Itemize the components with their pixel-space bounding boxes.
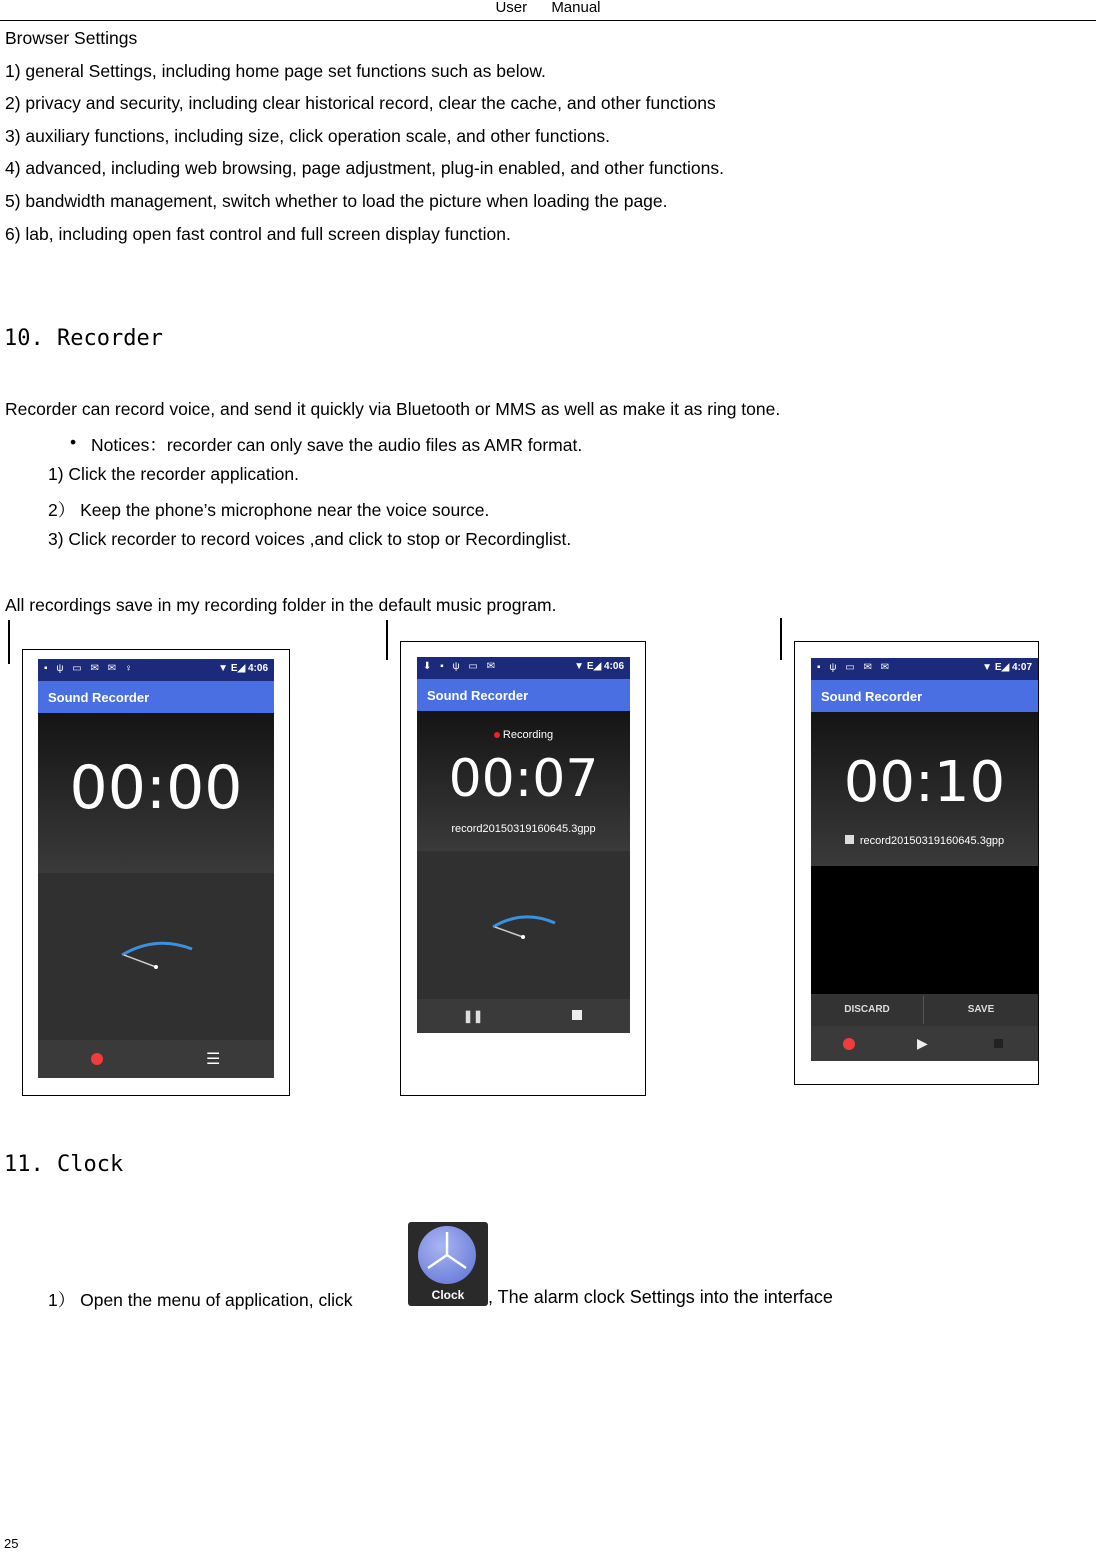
bullet-icon: •	[70, 432, 77, 452]
file-name: record20150319160645.3gpp	[859, 835, 1005, 847]
level-gauge-icon	[118, 929, 198, 974]
status-time: ▼ E◢ 4:06	[574, 661, 624, 672]
app-title: Sound Recorder	[48, 690, 150, 705]
status-bar	[417, 657, 630, 679]
page-number: 25	[4, 1536, 19, 1551]
recorder-folder-note: All recordings save in my recording folder in the default music program.	[5, 595, 557, 615]
save-button[interactable]: SAVE	[967, 1004, 995, 1015]
marker-line	[8, 620, 10, 664]
timer-area	[811, 712, 1038, 866]
screenshot-frame	[22, 649, 290, 1096]
phone-screen-recording	[417, 657, 630, 1033]
page-header	[0, 0, 1096, 21]
phone-screen-idle	[38, 659, 274, 1078]
recorder-heading: 10. Recorder	[4, 326, 163, 351]
recorder-step-3: 3) Click recorder to record voices ,and click to stop or Recordinglist.	[48, 529, 572, 549]
timer-display: 00:07	[448, 749, 599, 809]
notification-icons: ⬇ ▪ ψ ▭ ✉	[423, 661, 498, 672]
notification-icons: ▪ ψ ▭ ✉ ✉ ♀	[44, 663, 136, 674]
status-time: ▼ E◢ 4:06	[218, 663, 268, 674]
bottom-bar	[811, 1026, 1038, 1061]
timer-area	[38, 713, 274, 873]
recorder-step-1: 1) Click the recorder application.	[48, 464, 299, 484]
browser-item-2: 2) privacy and security, including clear historical record, clear the cache, and other functions	[5, 93, 716, 113]
browser-item-1: 1) general Settings, including home page set functions such as below.	[5, 61, 546, 81]
browser-item-3: 3) auxiliary functions, including size, click operation scale, and other functions.	[5, 126, 611, 146]
action-bar	[811, 994, 1038, 1026]
status-bar	[38, 659, 274, 681]
app-title: Sound Recorder	[427, 688, 529, 703]
record-button[interactable]	[843, 1038, 855, 1050]
header-user: User	[495, 0, 528, 16]
level-gauge-icon	[489, 905, 559, 944]
marker-line	[780, 618, 782, 660]
clock-step-1: 1） Open the menu of application, click	[48, 1290, 353, 1310]
pause-button[interactable]: ❚❚	[463, 1009, 484, 1023]
browser-settings-title: Browser Settings	[5, 28, 138, 48]
recorder-intro: Recorder can record voice, and send it quickly via Bluetooth or MMS as well as make it as ring tone.	[5, 399, 781, 419]
marker-line	[386, 620, 388, 660]
stop-button[interactable]	[994, 1039, 1003, 1048]
app-bar	[38, 681, 274, 713]
record-button[interactable]	[91, 1053, 103, 1065]
file-name: record20150319160645.3gpp	[451, 823, 596, 835]
status-time: ▼ E◢ 4:07	[982, 662, 1032, 673]
clock-icon-label: Clock	[431, 1288, 465, 1302]
clock-heading: 11. Clock	[4, 1152, 124, 1177]
bottom-bar	[417, 999, 630, 1033]
stop-button[interactable]	[572, 1010, 582, 1020]
timer-area	[417, 711, 630, 851]
clock-step-suffix: , The alarm clock Settings into the interface	[488, 1287, 833, 1307]
recording-dot-icon	[494, 732, 500, 738]
checkbox[interactable]	[845, 835, 854, 844]
app-bar	[417, 679, 630, 711]
phone-screen-finished	[811, 658, 1038, 1061]
recording-label: Recording	[417, 729, 630, 741]
timer-display: 00:00	[69, 753, 243, 823]
clock-app-icon[interactable]	[408, 1222, 488, 1306]
recorder-step-2: 2） Keep the phone’s microphone near the voice source.	[48, 500, 490, 520]
list-icon[interactable]: ☰	[206, 1051, 221, 1068]
screenshot-frame	[400, 641, 646, 1096]
status-bar	[811, 658, 1038, 680]
app-bar	[811, 680, 1038, 712]
file-row	[811, 835, 1038, 847]
screenshot-frame	[794, 641, 1039, 1085]
header-manual: Manual	[551, 0, 601, 16]
browser-item-4: 4) advanced, including web browsing, page adjustment, plug-in enabled, and other functions.	[5, 158, 724, 178]
recorder-notice: Notices：recorder can only save the audio files as AMR format.	[91, 435, 583, 455]
clock-face-icon	[418, 1226, 476, 1284]
play-button[interactable]: ▶	[917, 1035, 928, 1051]
notification-icons: ▪ ψ ▭ ✉ ✉	[817, 662, 892, 673]
timer-display: 00:10	[843, 750, 1006, 815]
app-title: Sound Recorder	[821, 689, 923, 704]
browser-item-6: 6) lab, including open fast control and full screen display function.	[5, 224, 511, 244]
browser-item-5: 5) bandwidth management, switch whether to load the picture when loading the page.	[5, 191, 668, 211]
bottom-bar	[38, 1040, 274, 1078]
discard-button[interactable]: DISCARD	[844, 1004, 890, 1015]
